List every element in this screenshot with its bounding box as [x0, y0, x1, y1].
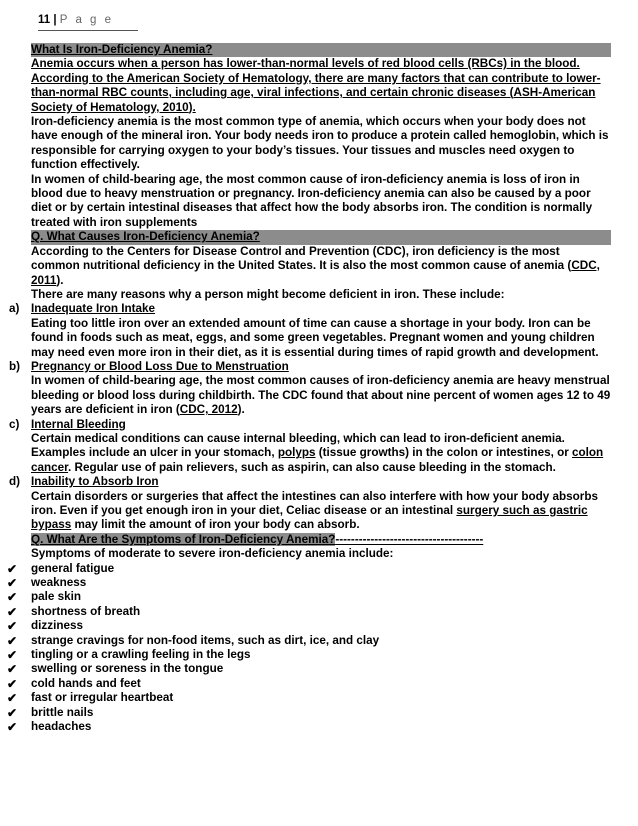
section-heading-what-is: What Is Iron-Deficiency Anemia? — [31, 43, 611, 57]
section-heading-symptoms: Q. What Are the Symptoms of Iron-Deficiency Anemia?-------------------------------------- — [31, 532, 484, 546]
cause-body: Certain disorders or surgeries that affect the intestines can also interfere with how your body absorbs iron. Even if you get enough iron in your diet, Celiac disease or an intestinal surgery such as gastric bypass may limit the amount of iron your body can absorb. — [31, 489, 598, 532]
symptom-item — [7, 604, 611, 619]
symptom-item — [7, 576, 611, 591]
list-marker: b) — [9, 359, 21, 373]
symptom-item — [7, 590, 611, 605]
symptom-item — [7, 676, 611, 691]
cause-item-a — [9, 302, 611, 360]
symptom-label: dizziness — [31, 619, 83, 633]
cause-body: Eating too little iron over an extended amount of time can cause a shortage in your body. Iron can be found in foods such as meat, eggs, and some green vegetables. Pregnant women and young children may need even more iron in their diet, as it is essential during times of rapid growth and development. — [31, 316, 599, 359]
symptom-label: headaches — [31, 720, 92, 734]
cause-title: Internal Bleeding — [31, 417, 126, 431]
checkmark-icon: ✔ — [7, 648, 18, 663]
list-marker: d) — [9, 475, 21, 489]
checkmark-icon: ✔ — [7, 705, 18, 720]
checkmark-icon: ✔ — [7, 619, 18, 634]
symptom-label: brittle nails — [31, 705, 94, 719]
list-marker: a) — [9, 302, 20, 316]
symptom-label: shortness of breath — [31, 604, 141, 618]
symptom-item — [7, 691, 611, 706]
paragraph-definition: Iron-deficiency anemia is the most common type of anemia, which occurs when your body does not have enough of the mineral iron. Your body needs iron to produce a protein called hemoglobin, which is responsible for carrying oxygen to your body’s tissues. Your tissues and muscles need oxygen to function effectively. — [31, 115, 609, 172]
symptom-item — [7, 705, 611, 720]
symptom-label: pale skin — [31, 590, 82, 604]
cause-title: Inadequate Iron Intake — [31, 302, 156, 316]
checkmark-icon: ✔ — [7, 576, 18, 591]
checkmark-icon: ✔ — [7, 633, 18, 648]
checkmark-icon: ✔ — [7, 590, 18, 605]
intro-paragraph: Anemia occurs when a person has lower-than-normal levels of red blood cells (RBCs) in the blood. According to the American Society of Hematology, there are many factors that can contribute to lower-than-normal RBC counts, including age, viral infections, and certain chronic diseases (ASH-American Society of Hematology, 2010). — [31, 57, 601, 114]
symptom-item — [7, 720, 611, 735]
link-colon-cancer[interactable]: colon cancer — [31, 446, 604, 474]
section-heading-causes: Q. What Causes Iron-Deficiency Anemia? — [31, 230, 611, 244]
cause-body: Certain medical conditions can cause internal bleeding, which can lead to iron-deficient anemia. Examples include an ulcer in your stomach, polyps (tissue growths) in the colon or intestines, or colon cancer. Regular use of pain relievers, such as aspirin, can also cause bleeding in the stomach. — [31, 431, 604, 474]
symptom-item — [7, 633, 611, 648]
paragraph-reasons: There are many reasons why a person might become deficient in iron. These include: — [31, 287, 505, 301]
header-rule — [38, 30, 138, 31]
citation-cdc-2011[interactable]: CDC, 2011 — [31, 259, 600, 287]
symptom-label: weakness — [31, 576, 87, 590]
citation-ash[interactable]: ASH-American Society of Hematology, 2010 — [31, 86, 596, 114]
link-polyps[interactable]: polyps — [277, 446, 316, 460]
cause-title: Inability to Absorb Iron — [31, 475, 159, 489]
paragraph-cdc: According to the Centers for Disease Control and Prevention (CDC), iron deficiency is the most common nutritional deficiency in the United States. It is also the most common cause of anemia (CDC, 2011). — [31, 244, 600, 287]
symptom-item — [7, 619, 611, 634]
document-body — [7, 43, 611, 735]
checkmark-icon: ✔ — [7, 604, 18, 619]
checkmark-icon: ✔ — [7, 662, 18, 677]
checkmark-icon: ✔ — [7, 720, 18, 735]
page-number: 11 — [38, 14, 51, 26]
symptom-list — [7, 561, 611, 735]
symptoms-intro: Symptoms of moderate to severe iron-deficiency anemia include: — [31, 547, 394, 561]
cause-body: In women of child-bearing age, the most common causes of iron-deficiency anemia are heavy menstrual bleeding or blood loss during childbirth. The CDC found that about nine percent of women ages 12 to 49 years are deficient in iron (CDC, 2012). — [31, 374, 611, 417]
cause-item-d — [9, 475, 611, 533]
symptom-item — [7, 561, 611, 576]
list-marker: c) — [9, 417, 20, 431]
symptom-item — [7, 648, 611, 663]
paragraph-causes-women: In women of child-bearing age, the most common cause of iron-deficiency anemia is loss of iron in blood due to heavy menstruation or pregnancy. Iron-deficiency anemia can also be caused by a poor diet or by certain intestinal diseases that affect how the body absorbs iron. The condition is normally treated with iron supplements — [31, 172, 593, 229]
checkmark-icon: ✔ — [7, 561, 18, 576]
cause-item-b — [9, 359, 611, 418]
checkmark-icon: ✔ — [7, 691, 18, 706]
symptom-label: general fatigue — [31, 561, 115, 575]
citation-cdc-2012[interactable]: CDC, 2012 — [179, 403, 238, 417]
page-header — [38, 14, 114, 26]
page-label: P a g e — [59, 14, 114, 26]
cause-item-c — [9, 417, 611, 476]
link-surgery[interactable]: surgery such as gastric bypass — [31, 504, 588, 532]
checkmark-icon: ✔ — [7, 676, 18, 691]
page-separator: | — [50, 14, 60, 26]
symptom-label: fast or irregular heartbeat — [31, 691, 174, 705]
symptom-label: cold hands and feet — [31, 676, 141, 690]
symptom-label: strange cravings for non-food items, such as dirt, ice, and clay — [31, 633, 380, 647]
symptom-label: tingling or a crawling feeling in the legs — [31, 648, 251, 662]
cause-title: Pregnancy or Blood Loss Due to Menstruation — [31, 359, 289, 373]
symptom-item — [7, 662, 611, 677]
symptom-label: swelling or soreness in the tongue — [31, 662, 224, 676]
